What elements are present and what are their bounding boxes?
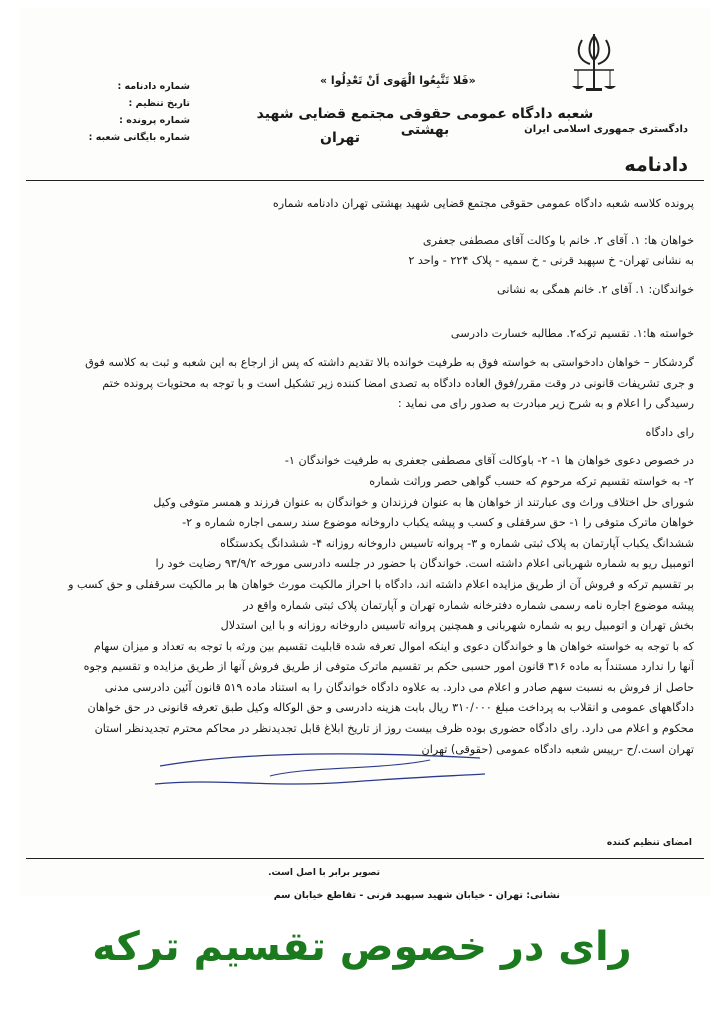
- meta-verdict-number: شماره دادنامه :: [117, 81, 190, 92]
- doc-type-title: دادنامه: [624, 154, 688, 176]
- text-line: به نشانی تهران- خ سپهبد قرنی - خ سمیه - پلاک ۲۲۴ - واحد ۲: [408, 254, 694, 268]
- caption-title: رای در خصوص تقسیم ترکه: [92, 924, 632, 970]
- text-line: تهران است./ح -رییس شعبه دادگاه عمومی (حقوقی) تهران: [421, 742, 694, 756]
- court-verdict-document: [20, 8, 710, 901]
- footer-divider: [26, 858, 704, 859]
- pen-underline-marks: [150, 736, 490, 806]
- text-line: گردشکار – خواهان دادخواستی به خواسته فوق به طرفیت خوانده بالا تقدیم داشته که پس از ارجاع به این شعبه و ثبت به کلاسه فوق: [85, 355, 694, 369]
- text-line: پرونده کلاسه شعبه دادگاه عمومی حقوقی مجتمع قضایی شهید بهشتی تهران دادنامه شماره: [272, 197, 694, 210]
- text-line: محکوم و اعلام می دارد. رای دادگاه حضوری بوده ظرف بیست روز از تاریخ ابلاغ قابل تجدیدنظر در محاکم محترم تجدیدنظر استان: [94, 722, 694, 736]
- text-line: ششدانگ یکباب آپارتمان به پلاک ثبتی شماره و ۳- پروانه تاسیس داروخانه روزانه ۴- ششدانگ یکدستگاه: [220, 536, 694, 550]
- text-line: خواندگان: ۱. آقای ۲. خانم همگی به نشانی: [497, 282, 694, 296]
- signer-label: امضای تنظیم کننده: [606, 838, 692, 848]
- text-line: در خصوص دعوی خواهان ها ۱- ۲- باوکالت آقای مصطفی جعفری به طرفیت خواندگان ۱-: [284, 454, 694, 468]
- meta-issue-date: تاریخ تنظیم :: [128, 98, 190, 109]
- iran-emblem-icon: [568, 30, 620, 94]
- text-line: خواهان ها: ۱. آقای ۲. خانم با وکالت آقای مصطفی جعفری: [422, 233, 694, 247]
- header-divider: [26, 180, 704, 181]
- text-line: پیشه موضوع اجاره نامه رسمی شماره دفترخانه شماره تهران و آپارتمان پلاک ثبتی شماره واقع در: [243, 598, 694, 612]
- quran-verse: «فَلا تَتَّبِعُوا الْهَوى اَنْ تَعْدِلُوا »: [320, 74, 476, 87]
- text-line: اتومبیل ریو به شماره شهربانی اعلام داشته است. خواندگان با حضور در جلسه دادرسی مورخه ۹۳/۹/۲ رضایت خود را: [155, 557, 694, 571]
- court-city: تهران: [320, 130, 360, 146]
- text-line: دادگاههای عمومی و انقلاب به پرداخت مبلغ ۳۱۰/۰۰۰ ریال بابت هزینه دادرسی و حق الوکاله وکیل طبق تعرفه قانونی در حق خواهان: [87, 701, 694, 715]
- court-address: نشانی: تهران - خیابان شهید سپهبد قرنی - تقاطع خیابان سم: [273, 890, 560, 901]
- document-meta: [20, 78, 190, 146]
- text-line: شورای حل اختلاف وراث وی عبارتند از خواهان ها به عنوان فرزندان و خواندگان به عنوان فرزند و همسر متوفی وکیل: [153, 495, 694, 509]
- text-line: بخش تهران و اتومبیل ریو به شماره شهربانی و همچنین پروانه تاسیس داروخانه روزانه و با این استدلال: [220, 619, 694, 633]
- meta-case-number: شماره پرونده :: [119, 115, 190, 126]
- certified-copy-stamp: تصویر برابر با اصل است.: [268, 868, 380, 878]
- meta-archive-number: شماره بایگانی شعبه :: [88, 132, 190, 143]
- section-heading: رای دادگاه: [645, 425, 694, 439]
- organization-name: دادگستری جمهوری اسلامی ایران: [524, 124, 688, 135]
- text-line: خواهان ماترک متوفی را ۱- حق سرقفلی و کسب و پیشه یکباب داروخانه موضوع سند رسمی اجاره شماره و ۲-: [182, 516, 694, 530]
- text-line: رسیدگی را اعلام و به شرح زیر مبادرت به صدور رای می نماید :: [397, 397, 694, 411]
- text-line: ۲- به خواسته تقسیم ترکه مرحوم که حسب گواهی حصر وراثت شماره: [369, 474, 694, 488]
- text-line: آنها را ندارد مستنداً به ماده ۳۱۶ قانون امور حسبی حکم بر تقسیم ماترک متوفی از طریق فروش آنها از طریق مزایده و تقسیم وجوه: [83, 660, 694, 674]
- text-line: خواسته ها:۱. تقسیم ترکه۲. مطالبه خسارت دادرسی: [450, 327, 694, 341]
- text-line: و جری تشریفات قانونی در وقت مقرر/فوق العاده دادگاه به تصدی امضا کننده زیر تشکیل است و با توجه به محتویات پرونده ختم: [102, 376, 694, 390]
- verdict-body: [32, 194, 694, 760]
- text-line: حاصل از فروش به نسبت سهم صادر و اعلام می دارد. به علاوه دادگاه خواندگان را به استناد ماده ۵۱۹ قانون آئین دادرسی مدنی: [104, 680, 694, 694]
- text-line: که با توجه به خواسته خواهان ها و خواندگان دعوی و اینکه اموال تعرفه شده قابلیت تقسیم بین ورثه با توجه به تعداد و میزان سهام: [93, 639, 694, 653]
- court-title: شعبه دادگاه عمومی حقوقی مجتمع قضایی شهید بهشتی: [256, 106, 594, 138]
- text-line: بر تقسیم ترکه و فروش آن از طریق مزایده اعلام داشته اند، دادگاه با احراز مالکیت مورث خواهان ها بر مالکیت سرقفلی و حق کسب و: [68, 577, 694, 591]
